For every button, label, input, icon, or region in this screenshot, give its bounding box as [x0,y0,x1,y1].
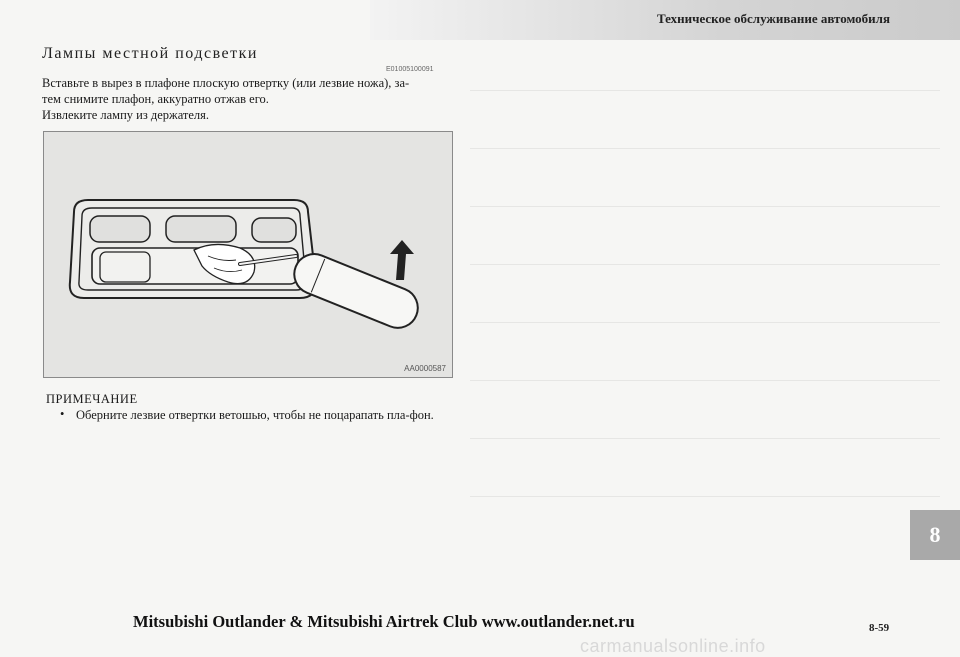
lamp-removal-illustration [43,131,453,378]
illustration-drawing [44,132,452,377]
ruled-line [470,148,940,149]
note-title: ПРИМЕЧАНИЕ [46,392,138,406]
instruction-paragraph [42,75,452,123]
chapter-tab: 8 [910,510,960,560]
footer-site: Mitsubishi Outlander & Mitsubishi Airtrek Club www.outlander.net.ru [133,612,635,631]
section-title: Лампы местной подсветки [42,45,258,62]
ruled-line [470,438,940,439]
ruled-line [470,264,940,265]
section-code: E01005100091 [386,66,434,73]
ruled-line [470,496,940,497]
note-text: Оберните лезвие отвертки ветошью, чтобы не поцарапать пла-фон. [76,408,434,422]
figure-code: AA0000587 [404,364,446,373]
ruled-line [470,90,940,91]
paragraph-line-3: Извлеките лампу из держателя. [42,108,210,122]
paragraph-line-1: Вставьте в вырез в плафоне плоскую отвертку (или лезвие ножа), за- [42,76,410,90]
note-bullet: • [60,407,65,421]
page-number: 8-59 [869,622,890,634]
ruled-line [470,380,940,381]
ruled-line [470,206,940,207]
header-title: Техническое обслуживание автомобиля [656,11,890,26]
header-band [370,0,960,40]
paragraph-line-2: тем снимите плафон, аккуратно отжав его. [42,92,269,106]
ruled-line [470,322,940,323]
watermark: carmanualsonline.info [580,636,766,656]
